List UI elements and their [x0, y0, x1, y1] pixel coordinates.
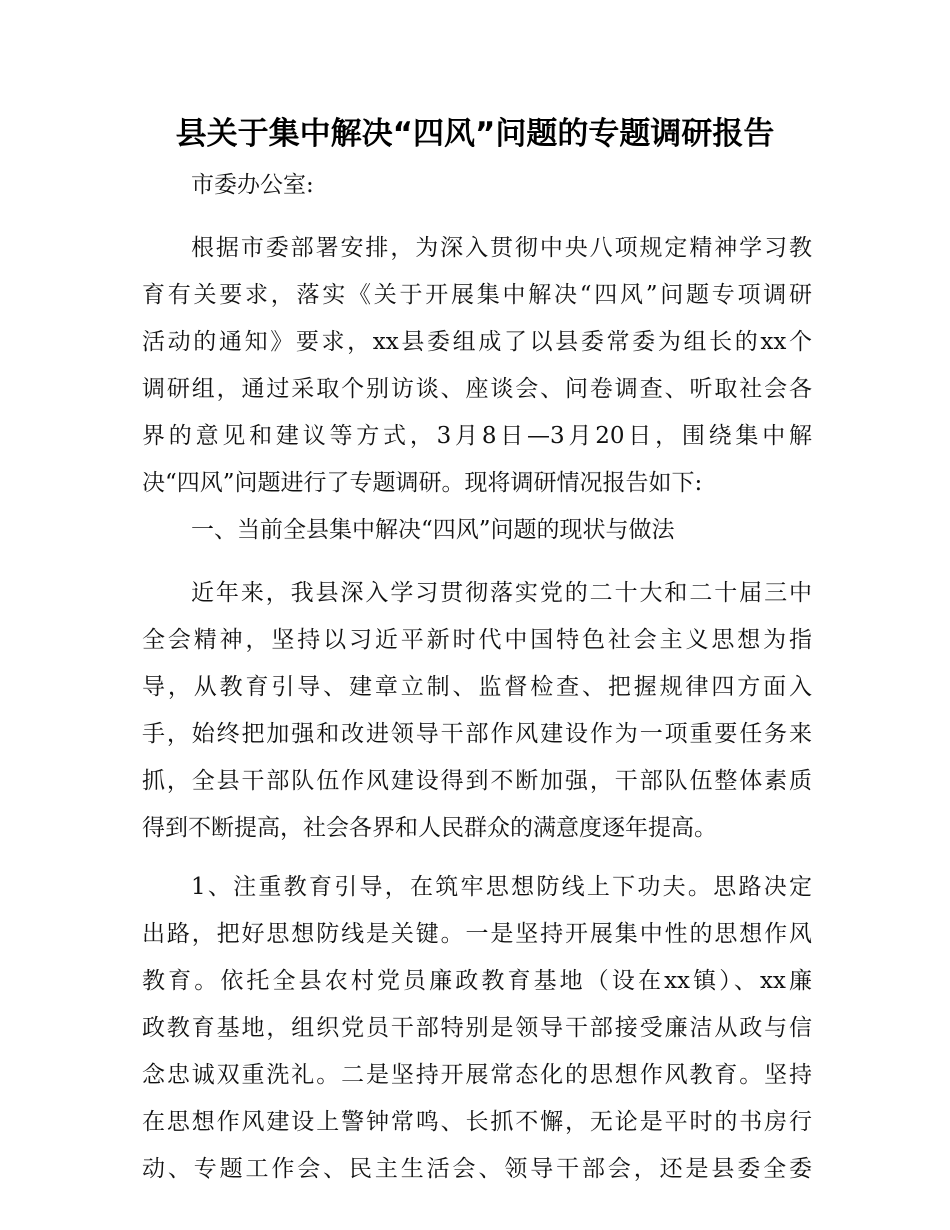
- document-title: 县关于集中解决“四风”问题的专题调研报告: [175, 116, 775, 152]
- paragraph-line: 得到不断提高，社会各界和人民群众的满意度逐年提高。: [142, 815, 717, 841]
- paragraph-line: 全会精神，坚持以习近平新时代中国特色社会主义思想为指: [142, 627, 812, 653]
- paragraph-line: 在思想作风建设上警钟常鸣、长抓不懈，无论是平时的书房行: [142, 1109, 812, 1135]
- paragraph-line: 动、专题工作会、民主生活会、领导干部会，还是县委全委: [142, 1156, 812, 1182]
- paragraph-line: 抓，全县干部队伍作风建设得到不断加强，干部队伍整体素质: [142, 768, 812, 794]
- paragraph-education: [142, 864, 812, 1193]
- paragraph-line: 1、注重教育引导，在筑牢思想防线上下功夫。思路决定: [191, 874, 812, 900]
- paragraph-line: 出路，把好思想防线是关键。一是坚持开展集中性的思想作风: [142, 921, 812, 947]
- paragraph-line: 政教育基地，组织党员干部特别是领导干部接受廉洁从政与信: [142, 1015, 812, 1041]
- paragraph-line: 导，从教育引导、建章立制、监督检查、把握规律四方面入: [142, 674, 812, 700]
- paragraph-line: 念忠诚双重洗礼。二是坚持开展常态化的思想作风教育。坚持: [142, 1062, 812, 1088]
- salutation: 市委办公室:: [191, 172, 314, 198]
- paragraph-line: 近年来，我县深入学习贯彻落实党的二十大和二十届三中: [191, 580, 812, 606]
- paragraph-line: 育有关要求，落实《关于开展集中解决“四风”问题专项调研: [142, 282, 812, 308]
- paragraph-line: 活动的通知》要求，xx县委组成了以县委常委为组长的xx个: [142, 329, 812, 355]
- section-heading: 一、当前全县集中解决“四风”问题的现状与做法: [191, 517, 675, 543]
- paragraph-line: 根据市委部署安排，为深入贯彻中央八项规定精神学习教: [191, 235, 812, 261]
- paragraph-line: 决“四风”问题进行了专题调研。现将调研情况报告如下:: [142, 470, 703, 496]
- document-body: [142, 166, 812, 1193]
- paragraph-line: 界的意见和建议等方式，3月8日—3月20日，围绕集中解: [142, 423, 812, 449]
- paragraph-line: 教育。依托全县农村党员廉政教育基地（设在xx镇）、xx廉: [142, 968, 812, 994]
- paragraph-line: 手，始终把加强和改进领导干部作风建设作为一项重要任务来: [142, 721, 812, 747]
- paragraph-line: 调研组，通过采取个别访谈、座谈会、问卷调查、听取社会各: [142, 376, 812, 402]
- paragraph-overview: [142, 570, 812, 852]
- paragraph-intro: [142, 225, 812, 507]
